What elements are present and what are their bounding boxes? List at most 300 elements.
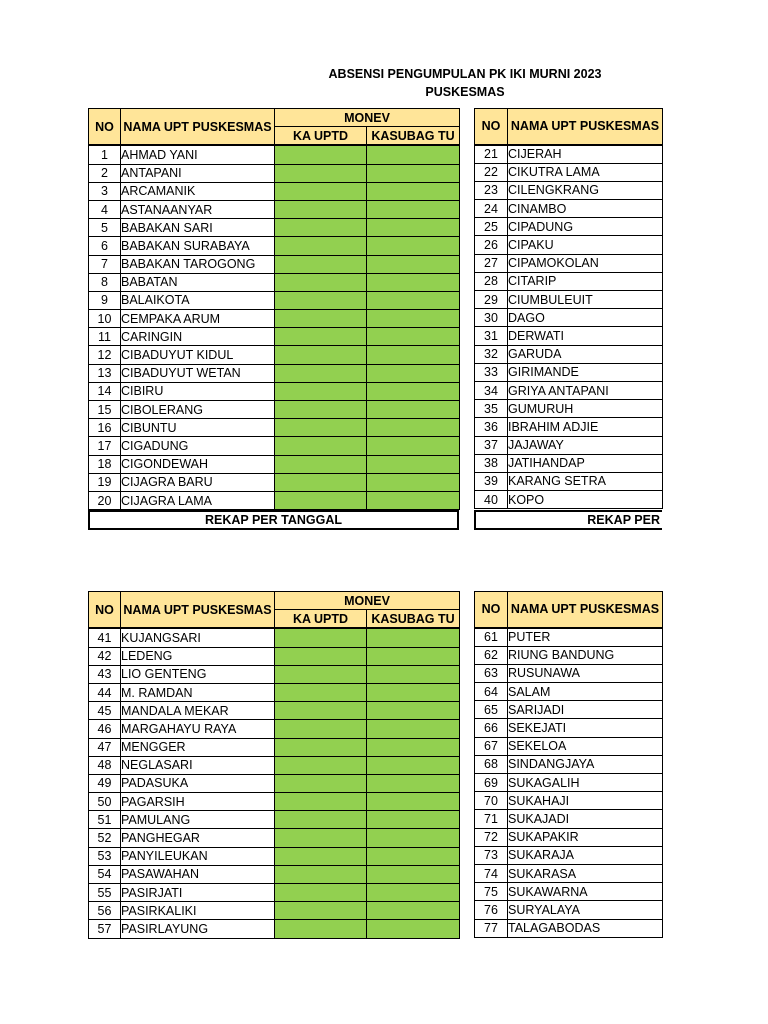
- puskesmas-name: JAJAWAY: [508, 436, 663, 454]
- ka-uptd-cell[interactable]: [275, 473, 367, 491]
- table-row: [89, 437, 460, 455]
- table-row: [89, 811, 460, 829]
- rekap-per-right: REKAP PER: [474, 510, 662, 530]
- row-number: 4: [89, 200, 121, 218]
- header-ka-uptd: KA UPTD: [275, 610, 367, 629]
- ka-uptd-cell[interactable]: [275, 884, 367, 902]
- kasubag-tu-cell[interactable]: [367, 164, 460, 182]
- title-line-1: ABSENSI PENGUMPULAN PK IKI MURNI 2023: [328, 67, 602, 81]
- puskesmas-name: CEMPAKA ARUM: [121, 310, 275, 328]
- row-number: 3: [89, 182, 121, 200]
- puskesmas-name: MANDALA MEKAR: [121, 702, 275, 720]
- table-row: [475, 381, 663, 399]
- puskesmas-name: KOPO: [508, 491, 663, 509]
- table-row: [89, 346, 460, 364]
- table-row: [475, 272, 663, 290]
- row-number: 2: [89, 164, 121, 182]
- table-row: [89, 756, 460, 774]
- ka-uptd-cell[interactable]: [275, 364, 367, 382]
- header-name: NAMA UPT PUSKESMAS: [508, 109, 663, 145]
- ka-uptd-cell[interactable]: [275, 902, 367, 920]
- row-number: 32: [475, 345, 508, 363]
- ka-uptd-cell[interactable]: [275, 847, 367, 865]
- table-row: [89, 255, 460, 273]
- puskesmas-name: PASAWAHAN: [121, 865, 275, 883]
- kasubag-tu-cell[interactable]: [367, 920, 460, 938]
- row-number: 40: [475, 491, 508, 509]
- row-number: 72: [475, 828, 508, 846]
- kasubag-tu-cell[interactable]: [367, 884, 460, 902]
- table-row: [475, 901, 663, 919]
- header-no: NO: [89, 109, 121, 146]
- kasubag-tu-cell[interactable]: [367, 738, 460, 756]
- table-row: [89, 865, 460, 883]
- kasubag-tu-cell[interactable]: [367, 473, 460, 491]
- kasubag-tu-cell[interactable]: [367, 200, 460, 218]
- kasubag-tu-cell[interactable]: [367, 665, 460, 683]
- ka-uptd-cell[interactable]: [275, 665, 367, 683]
- table-row: [475, 883, 663, 901]
- ka-uptd-cell[interactable]: [275, 683, 367, 701]
- table-row: [89, 310, 460, 328]
- row-number: 69: [475, 774, 508, 792]
- table-row: [89, 774, 460, 792]
- puskesmas-name: CIBADUYUT KIDUL: [121, 346, 275, 364]
- kasubag-tu-cell[interactable]: [367, 401, 460, 419]
- row-number: 22: [475, 163, 508, 181]
- table-row: [475, 701, 663, 719]
- puskesmas-name: ANTAPANI: [121, 164, 275, 182]
- header-monev: MONEV: [275, 592, 460, 610]
- ka-uptd-cell[interactable]: [275, 738, 367, 756]
- ka-uptd-cell[interactable]: [275, 647, 367, 665]
- kasubag-tu-cell[interactable]: [367, 491, 460, 509]
- kasubag-tu-cell[interactable]: [367, 702, 460, 720]
- puskesmas-name: CIBADUYUT WETAN: [121, 364, 275, 382]
- row-number: 43: [89, 665, 121, 683]
- puskesmas-name: SUKAGALIH: [508, 774, 663, 792]
- kasubag-tu-cell[interactable]: [367, 364, 460, 382]
- table-row: [89, 665, 460, 683]
- table-row: [89, 738, 460, 756]
- row-number: 38: [475, 454, 508, 472]
- table-row: [89, 219, 460, 237]
- puskesmas-name: CITARIP: [508, 272, 663, 290]
- row-number: 17: [89, 437, 121, 455]
- puskesmas-name: PASIRJATI: [121, 884, 275, 902]
- ka-uptd-cell[interactable]: [275, 756, 367, 774]
- puskesmas-name: CINAMBO: [508, 200, 663, 218]
- table-row: [475, 291, 663, 309]
- ka-uptd-cell[interactable]: [275, 401, 367, 419]
- puskesmas-name: SUKAPAKIR: [508, 828, 663, 846]
- row-number: 21: [475, 145, 508, 164]
- kasubag-tu-cell[interactable]: [367, 720, 460, 738]
- row-number: 15: [89, 401, 121, 419]
- table-row: [89, 884, 460, 902]
- table-row: [475, 345, 663, 363]
- table-row: [475, 200, 663, 218]
- row-number: 16: [89, 419, 121, 437]
- kasubag-tu-cell[interactable]: [367, 455, 460, 473]
- table-row: [89, 793, 460, 811]
- kasubag-tu-cell[interactable]: [367, 328, 460, 346]
- table-row: [89, 829, 460, 847]
- row-number: 5: [89, 219, 121, 237]
- row-number: 39: [475, 472, 508, 490]
- table-row: [475, 664, 663, 682]
- puskesmas-name: GUMURUH: [508, 400, 663, 418]
- puskesmas-name: SUKARASA: [508, 864, 663, 882]
- ka-uptd-cell[interactable]: [275, 720, 367, 738]
- ka-uptd-cell[interactable]: [275, 455, 367, 473]
- header-no: NO: [475, 109, 508, 145]
- row-number: 37: [475, 436, 508, 454]
- kasubag-tu-cell[interactable]: [367, 219, 460, 237]
- table-row: [89, 382, 460, 400]
- table-row: [475, 436, 663, 454]
- puskesmas-name: CIBOLERANG: [121, 401, 275, 419]
- header-name: NAMA UPT PUSKESMAS: [121, 109, 275, 146]
- kasubag-tu-cell[interactable]: [367, 273, 460, 291]
- table-row: [89, 473, 460, 491]
- puskesmas-name: LIO GENTENG: [121, 665, 275, 683]
- table-row: [475, 719, 663, 737]
- row-number: 41: [89, 628, 121, 647]
- table-row: [89, 455, 460, 473]
- puskesmas-name: SEKELOA: [508, 737, 663, 755]
- puskesmas-name: PAGARSIH: [121, 793, 275, 811]
- table-row: [89, 628, 460, 647]
- row-number: 45: [89, 702, 121, 720]
- ka-uptd-cell[interactable]: [275, 437, 367, 455]
- row-number: 35: [475, 400, 508, 418]
- table-row: [89, 847, 460, 865]
- ka-uptd-cell[interactable]: [275, 182, 367, 200]
- table-row: [89, 491, 460, 509]
- puskesmas-name: CIPAKU: [508, 236, 663, 254]
- table-row: [89, 702, 460, 720]
- table-row: [475, 236, 663, 254]
- row-number: 70: [475, 792, 508, 810]
- puskesmas-name: PANYILEUKAN: [121, 847, 275, 865]
- puskesmas-name: SARIJADI: [508, 701, 663, 719]
- puskesmas-name: RUSUNAWA: [508, 664, 663, 682]
- puskesmas-name: CARINGIN: [121, 328, 275, 346]
- kasubag-tu-cell[interactable]: [367, 255, 460, 273]
- table-row: [89, 237, 460, 255]
- table-row: [475, 774, 663, 792]
- table-row: [475, 792, 663, 810]
- sheet-title: [300, 65, 630, 101]
- ka-uptd-cell[interactable]: [275, 310, 367, 328]
- kasubag-tu-cell[interactable]: [367, 182, 460, 200]
- table-row: [89, 647, 460, 665]
- kasubag-tu-cell[interactable]: [367, 683, 460, 701]
- row-number: 52: [89, 829, 121, 847]
- ka-uptd-cell[interactable]: [275, 419, 367, 437]
- table-row: [475, 145, 663, 164]
- puskesmas-name: RIUNG BANDUNG: [508, 646, 663, 664]
- row-number: 28: [475, 272, 508, 290]
- row-number: 10: [89, 310, 121, 328]
- ka-uptd-cell[interactable]: [275, 829, 367, 847]
- table-row: [475, 418, 663, 436]
- puskesmas-name: BABAKAN TAROGONG: [121, 255, 275, 273]
- table-row: [89, 182, 460, 200]
- row-number: 12: [89, 346, 121, 364]
- ka-uptd-cell[interactable]: [275, 164, 367, 182]
- row-number: 14: [89, 382, 121, 400]
- table-row: [89, 364, 460, 382]
- table-row: [89, 164, 460, 182]
- row-number: 1: [89, 145, 121, 164]
- row-number: 73: [475, 846, 508, 864]
- row-number: 29: [475, 291, 508, 309]
- table-row: [475, 683, 663, 701]
- row-number: 71: [475, 810, 508, 828]
- kasubag-tu-cell[interactable]: [367, 628, 460, 647]
- table-row: [89, 720, 460, 738]
- ka-uptd-cell[interactable]: [275, 200, 367, 218]
- ka-uptd-cell[interactable]: [275, 382, 367, 400]
- row-number: 42: [89, 647, 121, 665]
- table-row: [475, 919, 663, 937]
- puskesmas-name: LEDENG: [121, 647, 275, 665]
- puskesmas-name: PADASUKA: [121, 774, 275, 792]
- table-row: [89, 273, 460, 291]
- row-number: 56: [89, 902, 121, 920]
- header-no: NO: [89, 592, 121, 629]
- table-row: [475, 163, 663, 181]
- row-number: 24: [475, 200, 508, 218]
- rekap-per-tanggal-left: REKAP PER TANGGAL: [88, 510, 459, 530]
- table-row: [89, 401, 460, 419]
- ka-uptd-cell[interactable]: [275, 291, 367, 309]
- puskesmas-name: CIPADUNG: [508, 218, 663, 236]
- row-number: 53: [89, 847, 121, 865]
- ka-uptd-cell[interactable]: [275, 273, 367, 291]
- row-number: 74: [475, 864, 508, 882]
- puskesmas-name: DAGO: [508, 309, 663, 327]
- kasubag-tu-cell[interactable]: [367, 647, 460, 665]
- puskesmas-name: DERWATI: [508, 327, 663, 345]
- table-block2-left: [88, 591, 460, 939]
- table-block1-left: [88, 108, 460, 510]
- row-number: 19: [89, 473, 121, 491]
- kasubag-tu-cell[interactable]: [367, 382, 460, 400]
- row-number: 51: [89, 811, 121, 829]
- ka-uptd-cell[interactable]: [275, 702, 367, 720]
- puskesmas-name: CIPAMOKOLAN: [508, 254, 663, 272]
- puskesmas-name: CIBUNTU: [121, 419, 275, 437]
- ka-uptd-cell[interactable]: [275, 219, 367, 237]
- row-number: 65: [475, 701, 508, 719]
- row-number: 23: [475, 181, 508, 199]
- row-number: 9: [89, 291, 121, 309]
- row-number: 18: [89, 455, 121, 473]
- puskesmas-name: PASIRKALIKI: [121, 902, 275, 920]
- ka-uptd-cell[interactable]: [275, 793, 367, 811]
- row-number: 20: [89, 491, 121, 509]
- row-number: 46: [89, 720, 121, 738]
- kasubag-tu-cell[interactable]: [367, 756, 460, 774]
- puskesmas-name: CIKUTRA LAMA: [508, 163, 663, 181]
- puskesmas-name: AHMAD YANI: [121, 145, 275, 164]
- table-row: [89, 920, 460, 938]
- puskesmas-name: KUJANGSARI: [121, 628, 275, 647]
- row-number: 7: [89, 255, 121, 273]
- row-number: 68: [475, 755, 508, 773]
- table-row: [89, 683, 460, 701]
- row-number: 67: [475, 737, 508, 755]
- kasubag-tu-cell[interactable]: [367, 793, 460, 811]
- puskesmas-name: PASIRLAYUNG: [121, 920, 275, 938]
- puskesmas-name: KARANG SETRA: [508, 472, 663, 490]
- puskesmas-name: CIUMBULEUIT: [508, 291, 663, 309]
- table-row: [89, 419, 460, 437]
- puskesmas-name: SURYALAYA: [508, 901, 663, 919]
- table-block2-right: [474, 591, 663, 938]
- puskesmas-name: SEKEJATI: [508, 719, 663, 737]
- row-number: 75: [475, 883, 508, 901]
- table-row: [475, 218, 663, 236]
- puskesmas-name: SALAM: [508, 683, 663, 701]
- puskesmas-name: BABATAN: [121, 273, 275, 291]
- row-number: 55: [89, 884, 121, 902]
- table-row: [89, 145, 460, 164]
- ka-uptd-cell[interactable]: [275, 811, 367, 829]
- table-row: [475, 846, 663, 864]
- ka-uptd-cell[interactable]: [275, 920, 367, 938]
- row-number: 54: [89, 865, 121, 883]
- puskesmas-name: CIJERAH: [508, 145, 663, 164]
- header-name: NAMA UPT PUSKESMAS: [121, 592, 275, 629]
- table-row: [475, 491, 663, 509]
- ka-uptd-cell[interactable]: [275, 328, 367, 346]
- table-row: [475, 363, 663, 381]
- table-row: [475, 400, 663, 418]
- row-number: 31: [475, 327, 508, 345]
- puskesmas-name: GARUDA: [508, 345, 663, 363]
- row-number: 63: [475, 664, 508, 682]
- ka-uptd-cell[interactable]: [275, 255, 367, 273]
- kasubag-tu-cell[interactable]: [367, 774, 460, 792]
- kasubag-tu-cell[interactable]: [367, 865, 460, 883]
- row-number: 13: [89, 364, 121, 382]
- table-row: [475, 810, 663, 828]
- kasubag-tu-cell[interactable]: [367, 346, 460, 364]
- table-row: [89, 902, 460, 920]
- puskesmas-name: TALAGABODAS: [508, 919, 663, 937]
- puskesmas-name: NEGLASARI: [121, 756, 275, 774]
- table-row: [475, 309, 663, 327]
- puskesmas-name: PAMULANG: [121, 811, 275, 829]
- table-row: [475, 828, 663, 846]
- puskesmas-name: CILENGKRANG: [508, 181, 663, 199]
- ka-uptd-cell[interactable]: [275, 865, 367, 883]
- kasubag-tu-cell[interactable]: [367, 310, 460, 328]
- kasubag-tu-cell[interactable]: [367, 437, 460, 455]
- kasubag-tu-cell[interactable]: [367, 811, 460, 829]
- puskesmas-name: IBRAHIM ADJIE: [508, 418, 663, 436]
- table-row: [475, 755, 663, 773]
- row-number: 27: [475, 254, 508, 272]
- header-no: NO: [475, 592, 508, 628]
- kasubag-tu-cell[interactable]: [367, 237, 460, 255]
- table-row: [89, 291, 460, 309]
- table-row: [475, 454, 663, 472]
- puskesmas-name: CIJAGRA BARU: [121, 473, 275, 491]
- puskesmas-name: SUKAJADI: [508, 810, 663, 828]
- row-number: 49: [89, 774, 121, 792]
- table-row: [475, 864, 663, 882]
- row-number: 30: [475, 309, 508, 327]
- table-row: [475, 254, 663, 272]
- kasubag-tu-cell[interactable]: [367, 902, 460, 920]
- row-number: 47: [89, 738, 121, 756]
- header-name: NAMA UPT PUSKESMAS: [508, 592, 663, 628]
- table-row: [475, 181, 663, 199]
- header-kasubag-tu: KASUBAG TU: [367, 610, 460, 629]
- ka-uptd-cell[interactable]: [275, 237, 367, 255]
- row-number: 33: [475, 363, 508, 381]
- table-block1-right: [474, 108, 663, 509]
- kasubag-tu-cell[interactable]: [367, 847, 460, 865]
- row-number: 61: [475, 628, 508, 647]
- header-ka-uptd: KA UPTD: [275, 127, 367, 146]
- table-row: [89, 200, 460, 218]
- row-number: 50: [89, 793, 121, 811]
- row-number: 77: [475, 919, 508, 937]
- puskesmas-name: ASTANAANYAR: [121, 200, 275, 218]
- puskesmas-name: CIGADUNG: [121, 437, 275, 455]
- row-number: 36: [475, 418, 508, 436]
- puskesmas-name: ARCAMANIK: [121, 182, 275, 200]
- row-number: 25: [475, 218, 508, 236]
- puskesmas-name: BALAIKOTA: [121, 291, 275, 309]
- puskesmas-name: BABAKAN SURABAYA: [121, 237, 275, 255]
- puskesmas-name: JATIHANDAP: [508, 454, 663, 472]
- ka-uptd-cell[interactable]: [275, 491, 367, 509]
- ka-uptd-cell[interactable]: [275, 145, 367, 164]
- table-row: [475, 327, 663, 345]
- table-row: [475, 646, 663, 664]
- ka-uptd-cell[interactable]: [275, 346, 367, 364]
- kasubag-tu-cell[interactable]: [367, 291, 460, 309]
- row-number: 44: [89, 683, 121, 701]
- puskesmas-name: SUKAWARNA: [508, 883, 663, 901]
- row-number: 66: [475, 719, 508, 737]
- kasubag-tu-cell[interactable]: [367, 145, 460, 164]
- kasubag-tu-cell[interactable]: [367, 419, 460, 437]
- row-number: 62: [475, 646, 508, 664]
- puskesmas-name: MENGGER: [121, 738, 275, 756]
- header-monev: MONEV: [275, 109, 460, 127]
- puskesmas-name: SINDANGJAYA: [508, 755, 663, 773]
- puskesmas-name: GRIYA ANTAPANI: [508, 381, 663, 399]
- kasubag-tu-cell[interactable]: [367, 829, 460, 847]
- puskesmas-name: CIGONDEWAH: [121, 455, 275, 473]
- row-number: 6: [89, 237, 121, 255]
- puskesmas-name: PUTER: [508, 628, 663, 647]
- row-number: 26: [475, 236, 508, 254]
- ka-uptd-cell[interactable]: [275, 774, 367, 792]
- ka-uptd-cell[interactable]: [275, 628, 367, 647]
- puskesmas-name: SUKARAJA: [508, 846, 663, 864]
- row-number: 48: [89, 756, 121, 774]
- title-line-2: PUSKESMAS: [425, 85, 505, 99]
